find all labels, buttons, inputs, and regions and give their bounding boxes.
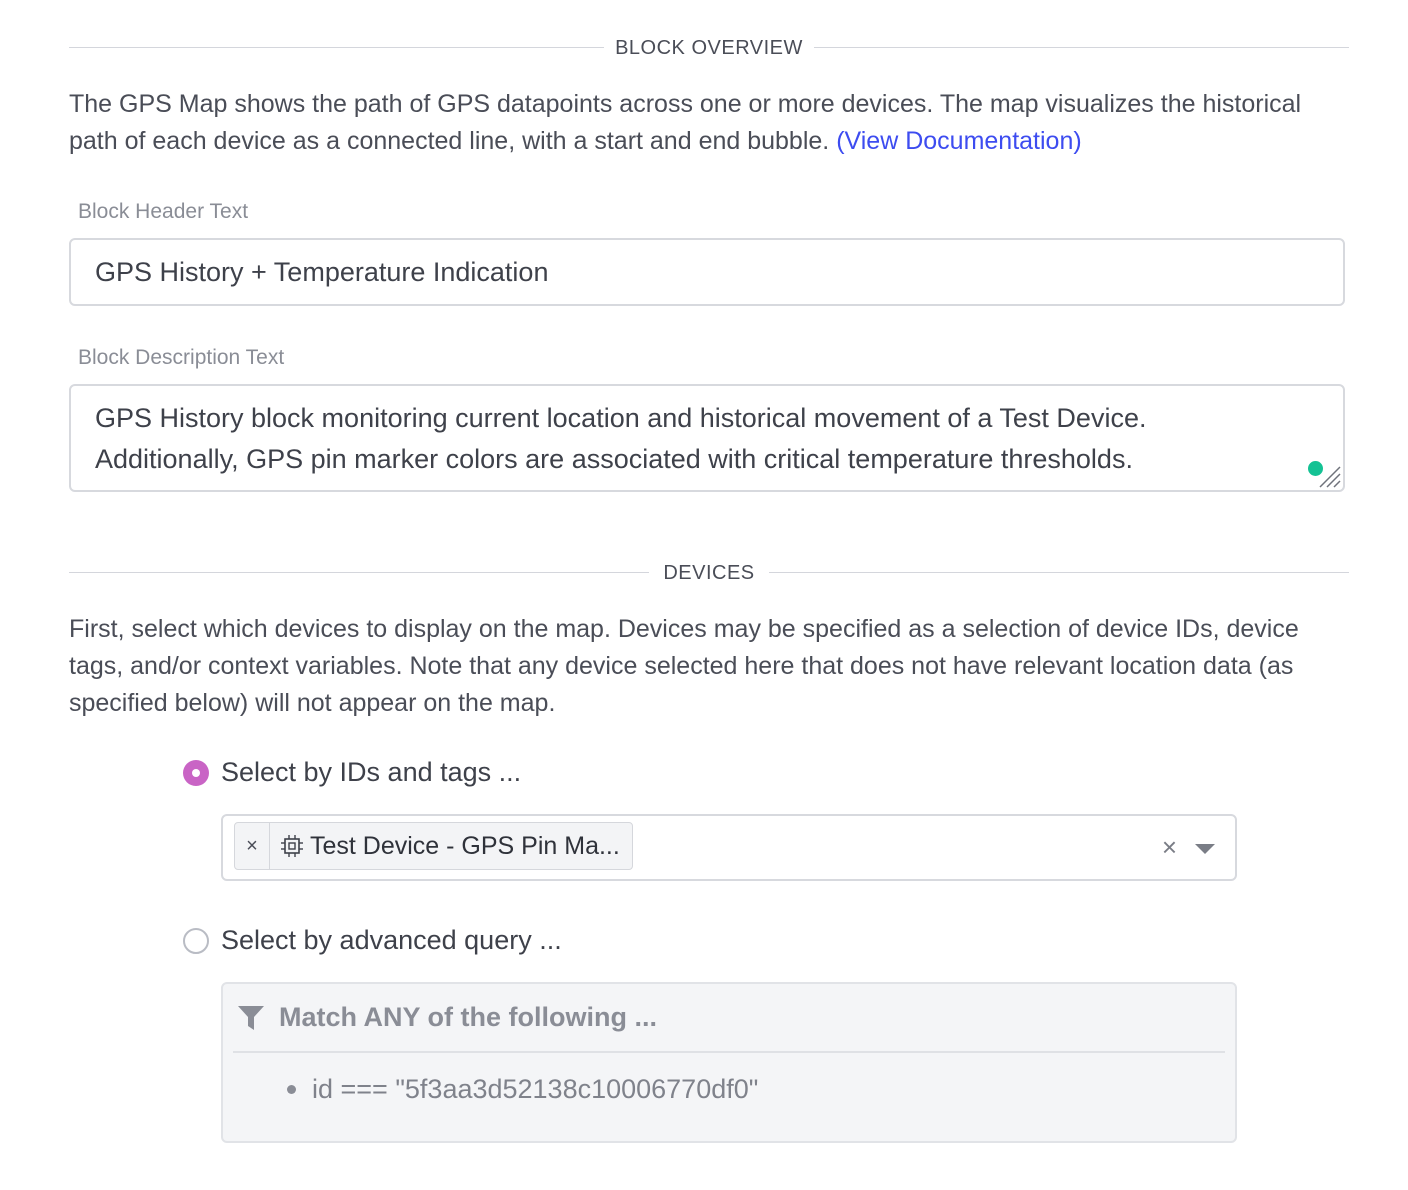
section-title-overview: BLOCK OVERVIEW (615, 37, 803, 59)
resize-handle-icon[interactable] (1313, 460, 1341, 488)
devices-description: First, select which devices to display on the map. Devices may be specified as a selection of device IDs, device tags, and/or context variables. Note that any device selected here that does not have relevant location data (as specified below) will not appear on the map. (69, 615, 1299, 717)
clear-selection-button[interactable]: × (1161, 832, 1177, 862)
radio-select-by-query[interactable]: Select by advanced query ... (183, 925, 562, 956)
block-overview-divider (69, 36, 1349, 60)
devices-divider (69, 561, 1349, 585)
selected-device-label: Test Device - GPS Pin Ma... (310, 831, 620, 860)
view-documentation-link[interactable]: (View Documentation) (836, 127, 1082, 155)
device-multiselect[interactable] (221, 814, 1237, 881)
bullet-icon (287, 1085, 296, 1094)
overview-description: The GPS Map shows the path of GPS datapoints across one or more devices. The map visualizes the historical path of each device as a connected line, with a start and end bubble. (View Documentation) (69, 90, 1302, 155)
block-description-textarea[interactable]: GPS History block monitoring current location and historical movement of a Test Device. Additionally, GPS pin marker colors are associated with critical temperature thresholds. (69, 384, 1345, 492)
block-header-input[interactable]: GPS History + Temperature Indication (69, 238, 1345, 306)
chip-icon (280, 834, 304, 858)
radio-select-by-ids[interactable]: Select by IDs and tags ... (183, 757, 521, 788)
query-condition-item: id === "5f3aa3d52138c10006770df0" (287, 1074, 758, 1105)
block-description-label: Block Description Text (78, 346, 285, 369)
section-title-devices: DEVICES (663, 562, 755, 584)
block-header-label: Block Header Text (78, 200, 249, 223)
chevron-down-icon[interactable] (1195, 844, 1215, 854)
query-divider (233, 1051, 1225, 1053)
radio-selected-icon[interactable] (183, 760, 209, 786)
advanced-query-panel (221, 982, 1237, 1143)
query-header: Match ANY of the following ... (237, 1002, 657, 1033)
radio-unselected-icon[interactable] (183, 928, 209, 954)
chip-remove-button[interactable]: × (235, 823, 270, 869)
selected-device-chip (234, 822, 633, 870)
filter-icon (237, 1005, 265, 1031)
